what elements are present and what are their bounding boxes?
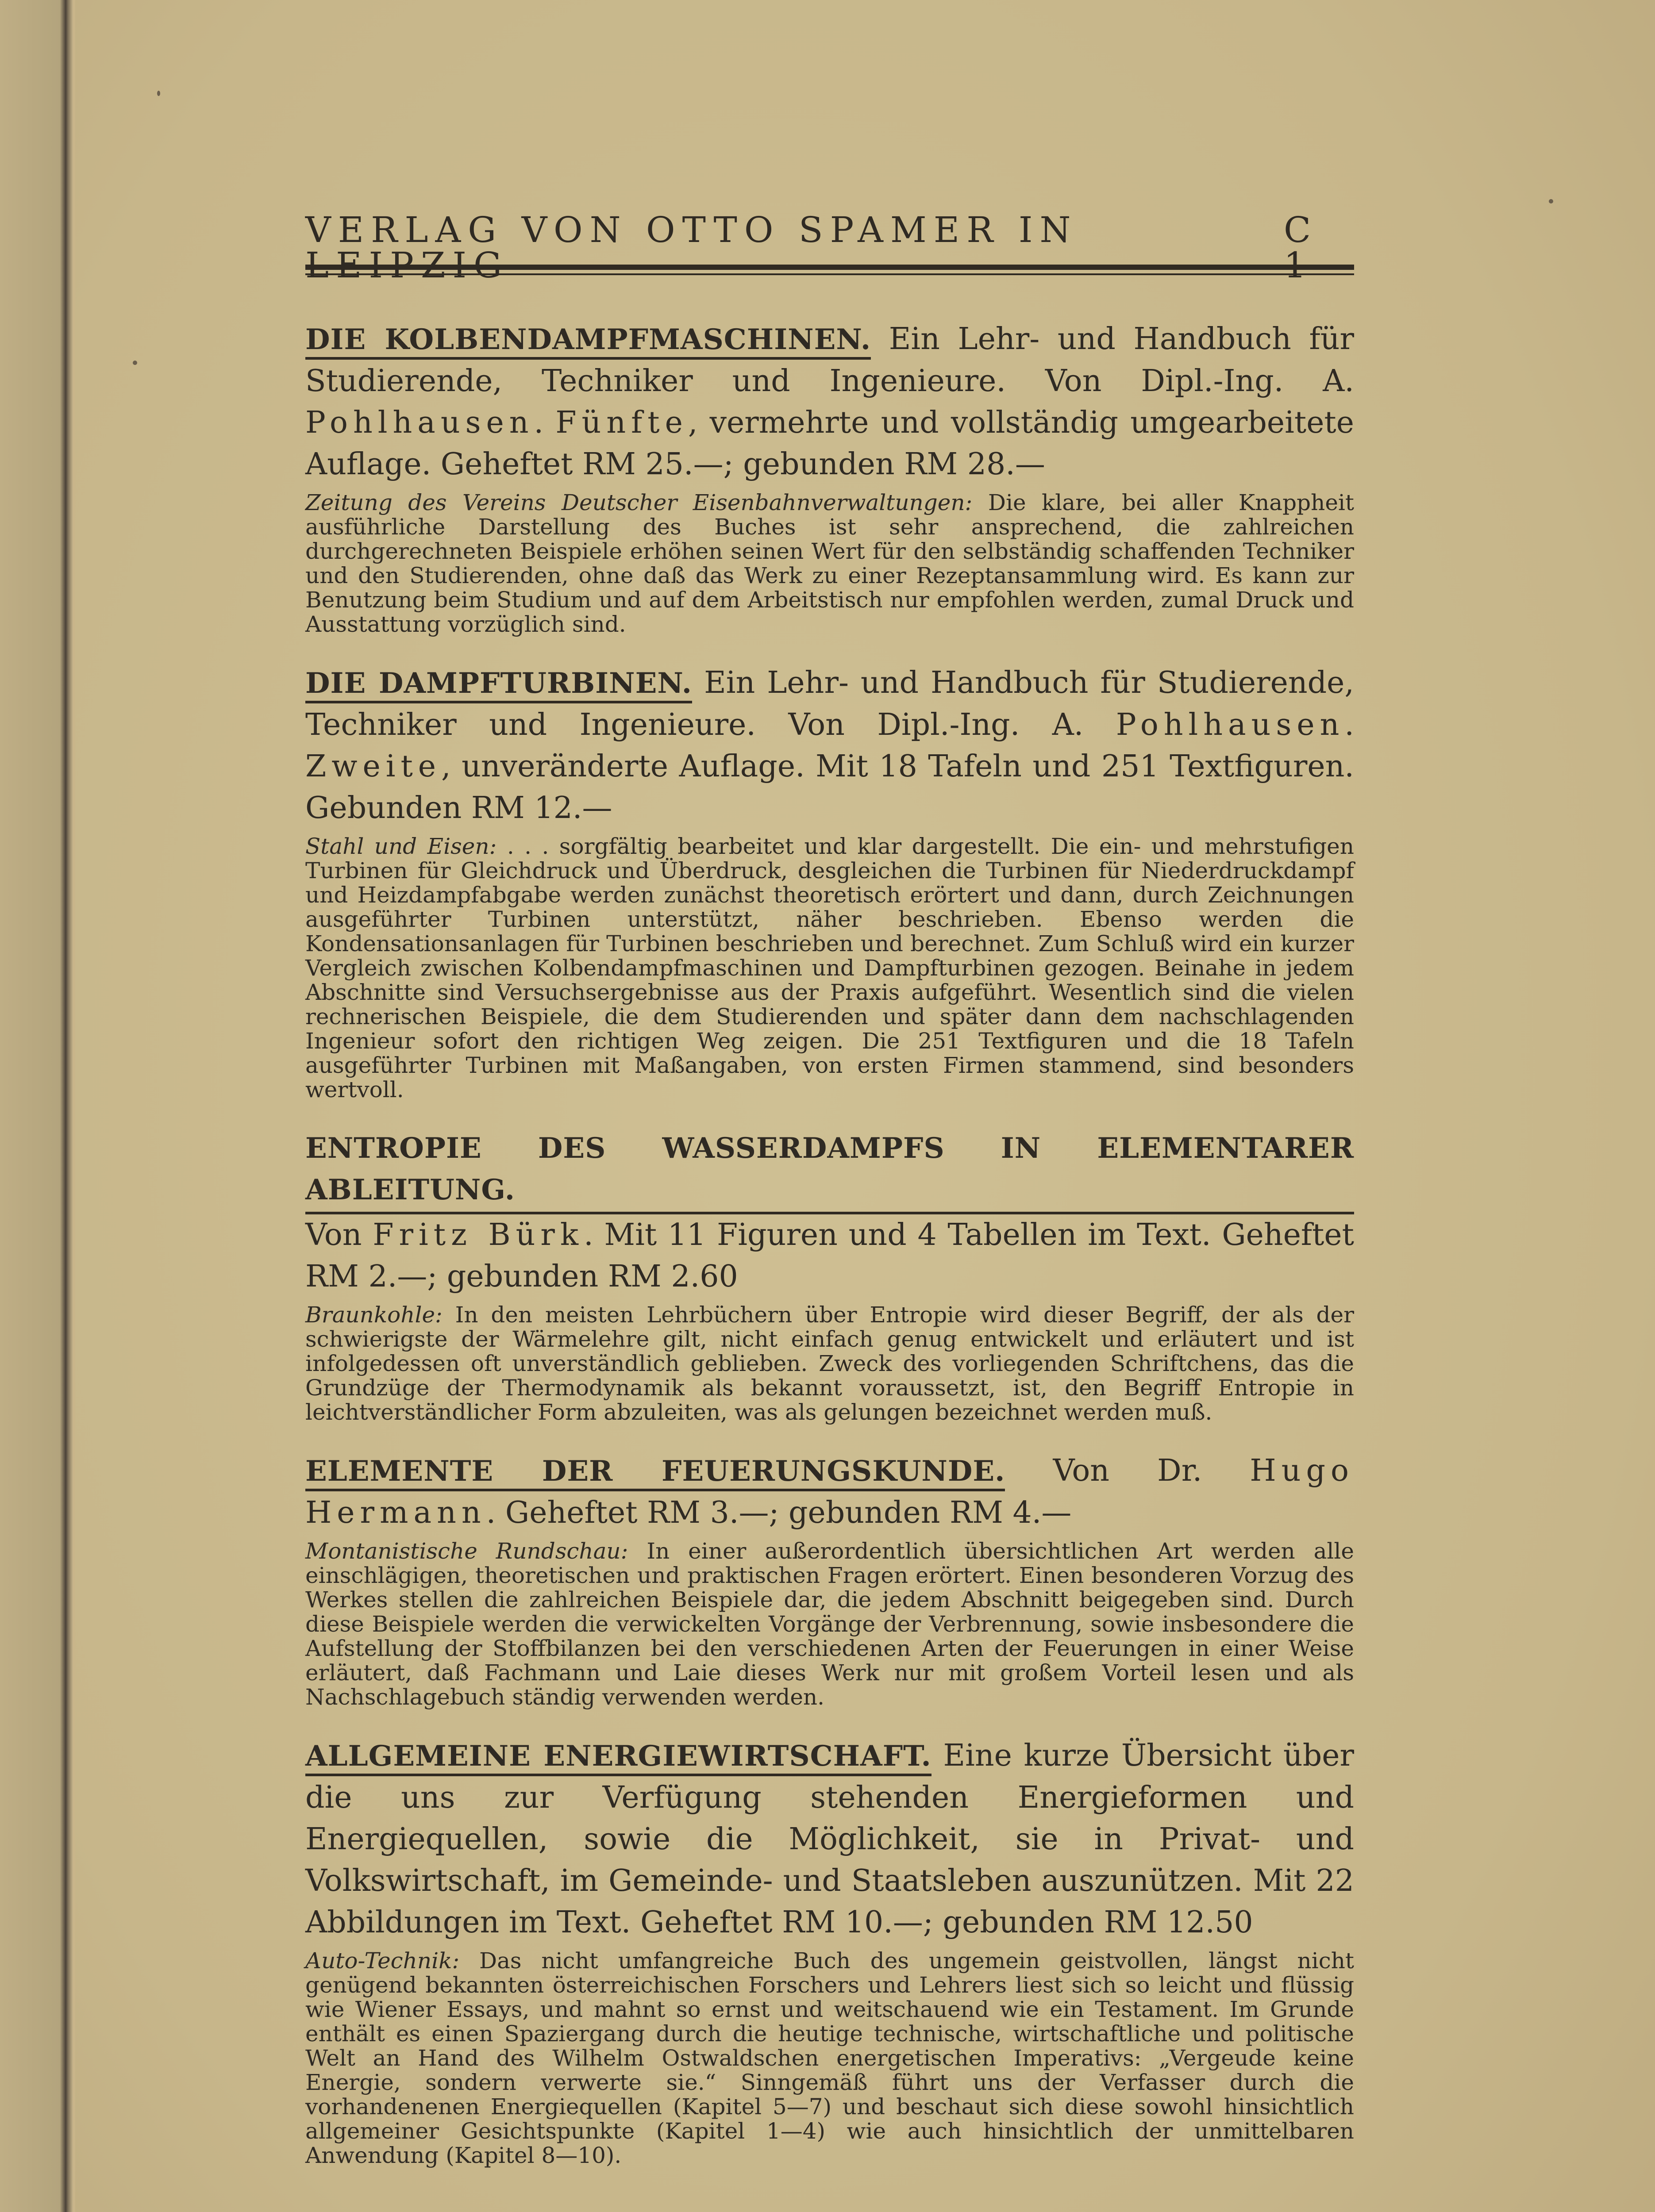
book-description [305, 662, 1354, 829]
review-source: Stahl und Eisen: [305, 833, 497, 859]
book-description-text: . Mit 11 Figuren und 4 Tabellen im Text. Geheftet RM 2.—; gebunden RM 2.60 [305, 1217, 1354, 1294]
book-edition: Zweite [305, 749, 442, 784]
book-description-text: , unveränderte Auflage. Mit 18 Tafeln und 251 Textfiguren. Gebunden RM 12.— [305, 749, 1354, 826]
review-text: Die klare, bei aller Knappheit ausführliche Darstellung des Buches ist sehr ansprechend, die zahlreichen durchgerechneten Beispiele erhöhen seinen Wert für den selbständig schaffenden Techniker und den Studierenden, ohne daß das Werk zu einer Rezeptansammlung wird. Es kann zur Benutzung beim Studium und auf dem Arbeitstisch nur empfohlen werden, zumal Druck und Ausstattung vorzüglich sind. [305, 490, 1355, 637]
book-entry-dampfturbinen [305, 662, 1354, 1102]
press-review [305, 834, 1354, 1102]
press-review [305, 1303, 1354, 1425]
review-source: Zeitung des Vereins Deutscher Eisenbahnverwaltungen: [305, 490, 973, 515]
book-title: ENTROPIE DES WASSERDAMPFS IN ELEMENTARER ABLEITUNG. [305, 1128, 1354, 1214]
press-review [305, 491, 1354, 637]
book-description [305, 1450, 1354, 1534]
paper-speck [1549, 199, 1553, 204]
book-author: Fritz Bürk [373, 1217, 584, 1252]
review-text: Das nicht umfangreiche Buch des ungemein geistvollen, längst nicht genügend bekannten österreichischen Forschers und Lehrers liest sich so leicht und flüssig wie Wiener Essays, und mahnt so ernst und weitschauend wie ein Testament. Im Grunde enthält es einen Spaziergang durch die heutige technische, wirtschaftliche und politische Welt an Hand des Wilhelm Ostwaldschen energetischen Imperativs: „Vergeude keine Energie, sondern verwerte sie.“ Sinngemäß führt uns der Verfasser durch die vorhandenenen Energiequellen (Kapitel 5—7) und beschaut sich diese sowohl hinsichtlich allgemeiner Gesichtspunkte (Kapitel 1—4) wie auch hinsichtlich der unmittelbaren Anwendung (Kapitel 8—10). [305, 1948, 1354, 2168]
book-title: DIE DAMPFTURBINEN. [305, 667, 692, 703]
book-description [305, 1735, 1354, 1943]
book-description-text: Ein Lehr- und Handbuch für Studierende, Techniker und Ingenieure. Von Dipl.-Ing. A. [305, 665, 1355, 742]
book-description-text: . [1344, 707, 1354, 742]
book-entry-energiewirtschaft [305, 1735, 1354, 2168]
book-description [305, 1128, 1354, 1298]
book-edition: Fünfte [555, 405, 688, 440]
book-author: Pohlhausen [305, 405, 534, 440]
publisher-heading: VERLAG VON OTTO SPAMER IN LEIPZIG [305, 209, 1078, 286]
book-description-text: Von Dr. [1005, 1453, 1250, 1488]
review-source: Auto-Technik: [305, 1948, 460, 1974]
book-entry-entropie [305, 1128, 1354, 1425]
book-description-text: , vermehrte und vollständig umgearbeitete Auflage. Geheftet RM 25.—; gebunden RM 28.— [305, 405, 1355, 482]
review-text: In einer außerordentlich übersichtlichen Art werden alle einschlägigen, theoretischen und praktischen Fragen erörtert. Einen besonderen Vorzug des Werkes stellen die zahlreichen Beispiele dar, die jedem Abschnitt beigegeben sind. Durch diese Beispiele werden die verwickelten Vorgänge der Verbrennung, sowie insbesondere die Aufstellung der Stoffbilanzen bei den verschiedenen Arten der Feuerungen in einer Weise erläutert, daß Fachmann und Laie dieses Werk nur mit großem Vorteil lesen und als Nachschlagebuch ständig verwenden werden. [305, 1538, 1354, 1710]
book-title: ELEMENTE DER FEUERUNGSKUNDE. [305, 1455, 1005, 1491]
book-title: ALLGEMEINE ENERGIEWIRTSCHAFT. [305, 1740, 931, 1776]
review-source: Braunkohle: [305, 1302, 443, 1328]
press-review [305, 1539, 1354, 1709]
paper-speck [157, 91, 160, 96]
book-description-text: . Geheftet RM 3.—; gebunden RM 4.— [486, 1495, 1072, 1530]
running-header [305, 209, 1354, 286]
book-description-text: Von [305, 1217, 373, 1252]
paper-speck [133, 361, 137, 365]
sheet-number: C 1 [1284, 209, 1315, 286]
review-text: . . . sorgfältig bearbeitet und klar dargestellt. Die ein- und mehrstufigen Turbinen für Gleichdruck und Überdruck, desgleichen die Turbinen für Niederdruckdampf und Heizdampfabgabe werden zunächst theoretisch erörtert und dann, durch Zeichnungen ausgeführter Turbinen unterstützt, näher beschrieben. Ebenso werden die Kondensationsanlagen für Turbinen beschrieben und berechnet. Zum Schluß wird ein kurzer Vergleich zwischen Kolbendampfmaschinen und Dampfturbinen gezogen. Beinahe in jedem Abschnitte sind Versuchsergebnisse aus der Praxis aufgeführt. Wesentlich sind die vielen rechnerischen Beispiele, die dem Studierenden und später dann dem nachschlagenden Ingenieur sofort den richtigen Weg zeigen. Die 251 Textfiguren und die 18 Tafeln ausgeführter Turbinen mit Maßangaben, von ersten Firmen stammend, sind besonders wertvoll. [305, 833, 1354, 1102]
page-content [305, 209, 1355, 2168]
book-description-text: . [534, 405, 556, 440]
book-spine [0, 0, 73, 2212]
book-description-text: Eine kurze Übersicht über die uns zur Verfügung stehenden Energieformen und Energiequellen, sowie die Möglichkeit, sie in Privat- und Volkswirtschaft, im Gemeinde- und Staatsleben auszunützen. Mit 22 Abbildungen im Text. Geheftet RM 10.—; gebunden RM 12.50 [305, 1738, 1354, 1940]
book-author: Hugo Hermann [305, 1453, 1354, 1530]
press-review [305, 1949, 1354, 2168]
book-description [305, 319, 1354, 485]
book-entry-kolbendampfmaschinen [305, 319, 1354, 637]
book-description-text: Ein Lehr- und Handbuch für Studierende, Techniker und Ingenieure. Von Dipl.-Ing. A. [305, 322, 1355, 399]
book-title: DIE KOLBENDAMPFMASCHINEN. [305, 323, 871, 360]
review-text: In den meisten Lehrbüchern über Entropie wird dieser Begriff, der als der schwierigste der Wärmelehre gilt, nicht einfach genug entwickelt und erläutert und ist infolgedessen oft unverständlich geblieben. Zweck des vorliegenden Schriftchens, das die Grundzüge der Thermodynamik als bekannt voraussetzt, ist, den Begriff Entropie in leichtverständlicher Form abzuleiten, was als gelungen bezeichnet werden muß. [305, 1302, 1354, 1425]
book-author: Pohlhausen [1116, 707, 1345, 742]
review-source: Montanistische Rundschau: [305, 1538, 628, 1564]
book-entry-feuerungskunde [305, 1450, 1354, 1709]
